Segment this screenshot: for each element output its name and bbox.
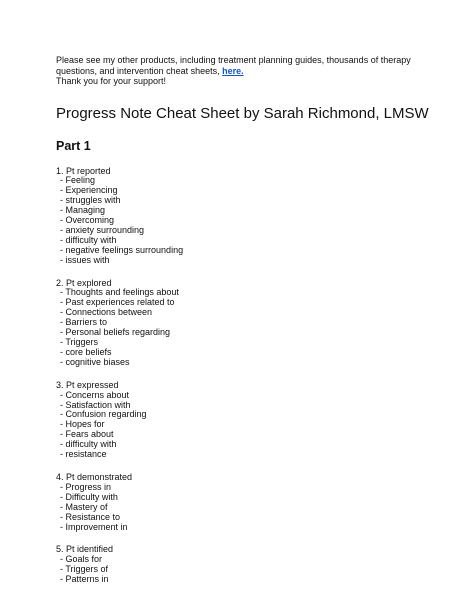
document-page — [56, 55, 456, 585]
section-item: - Hopes for — [60, 419, 105, 430]
section-item: - Triggers of — [60, 564, 109, 575]
products-link[interactable]: here. — [222, 65, 244, 76]
section-heading: 1. Pt reported — [56, 165, 111, 176]
document-title: Progress Note Cheat Sheet by Sarah Richmond, LMSW — [56, 104, 429, 122]
section-item: - cognitive biases — [60, 356, 130, 367]
intro-line-1: Please see my other products, including treatment planning guides, thousands of therapy — [56, 55, 411, 65]
section-item: - Progress in — [60, 481, 112, 492]
section-heading: 4. Pt demonstrated — [56, 471, 133, 482]
section-1 — [56, 167, 456, 266]
section-item: - Overcoming — [60, 215, 115, 226]
section-item: - resistance — [60, 449, 107, 460]
section-item: - Triggers — [60, 337, 99, 347]
section-item: - Concerns about — [60, 389, 130, 400]
section-item: - Mastery of — [60, 501, 108, 512]
section-item: - anxiety surrounding — [60, 224, 145, 235]
section-heading: 5. Pt identified — [56, 544, 114, 555]
section-item: - Managing — [60, 205, 106, 216]
section-5 — [56, 545, 456, 585]
section-heading: 3. Pt expressed — [56, 379, 119, 390]
section-item: - Feeling — [60, 175, 96, 186]
intro-paragraph — [56, 55, 456, 87]
section-item: - Resistance to — [60, 511, 121, 522]
section-item: - difficulty with — [60, 234, 117, 245]
section-item: - struggles with — [60, 195, 121, 206]
section-item: - negative feelings surrounding — [60, 244, 184, 255]
section-item: - issues with — [60, 254, 110, 265]
section-item: - Patterns in — [60, 574, 109, 585]
section-heading: 2. Pt explored — [56, 277, 112, 288]
section-item: - Thoughts and feelings about — [60, 287, 179, 298]
section-item: - Fears about — [60, 429, 114, 440]
part-heading: Part 1 — [56, 138, 91, 153]
section-3 — [56, 381, 456, 460]
section-2 — [56, 279, 456, 368]
intro-line-2: questions, and intervention cheat sheets, — [56, 65, 223, 76]
section-item: - core beliefs — [60, 346, 112, 357]
intro-line-3: Thank you for your support! — [56, 76, 167, 86]
section-item: - Goals for — [60, 554, 103, 565]
section-4 — [56, 473, 456, 532]
section-item: - Barriers to — [60, 317, 108, 328]
section-item: - Past experiences related to — [60, 297, 175, 308]
section-item: - Satisfaction with — [60, 399, 131, 410]
section-item: - Difficulty with — [60, 491, 118, 502]
section-item: - Improvement in — [60, 521, 128, 532]
section-item: - Connections between — [60, 307, 153, 318]
section-item: - Confusion regarding — [60, 409, 147, 420]
sections-container — [56, 167, 456, 586]
section-item: - Personal beliefs regarding — [60, 327, 171, 338]
section-item: - difficulty with — [60, 439, 117, 450]
section-item: - Experiencing — [60, 185, 118, 196]
